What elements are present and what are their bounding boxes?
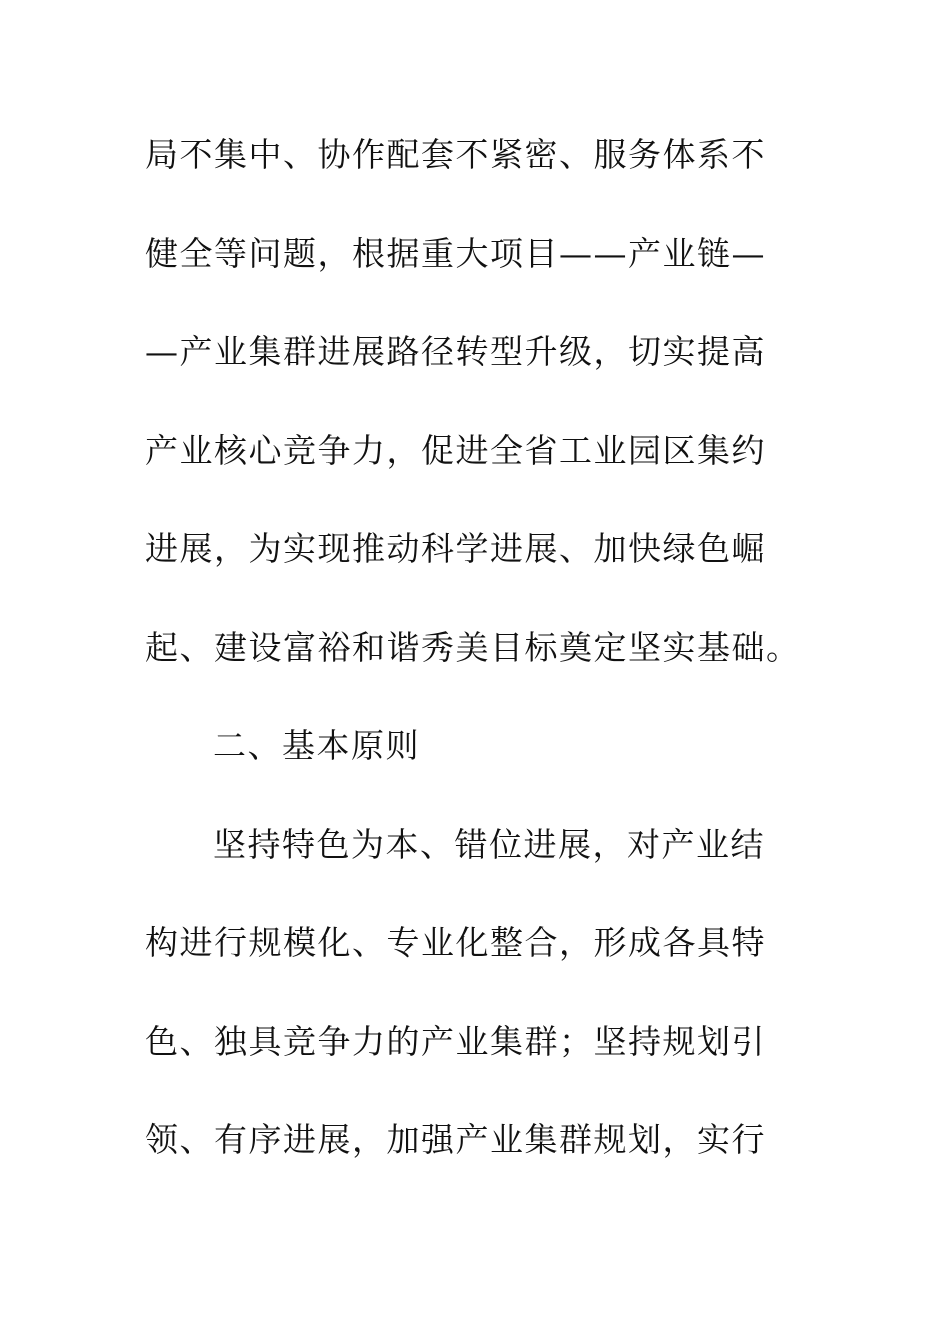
paragraph-line: —产业集群进展路径转型升级，切实提高 [145, 332, 766, 371]
paragraph-line: 色、独具竞争力的产业集群；坚持规划引 [145, 1021, 766, 1061]
section-heading: 二、基本原则 [213, 726, 420, 765]
paragraph-line: 起、建设富裕和谐秀美目标奠定坚实基础。 [145, 627, 801, 667]
paragraph-line: 领、有序进展，加强产业集群规划，实行 [145, 1120, 766, 1159]
paragraph-line: 进展，为实现推动科学进展、加快绿色崛 [145, 529, 766, 568]
body-text [145, 124, 801, 1208]
paragraph-line: 产业核心竞争力，促进全省工业园区集约 [145, 430, 766, 470]
paragraph-line: 局不集中、协作配套不紧密、服务体系不 [145, 135, 766, 174]
paragraph-line: 健全等问题，根据重大项目——产业链— [145, 233, 766, 273]
paragraph-line: 构进行规模化、专业化整合，形成各具特 [145, 923, 766, 962]
paragraph-line: 坚持特色为本、错位进展，对产业结 [213, 824, 765, 864]
